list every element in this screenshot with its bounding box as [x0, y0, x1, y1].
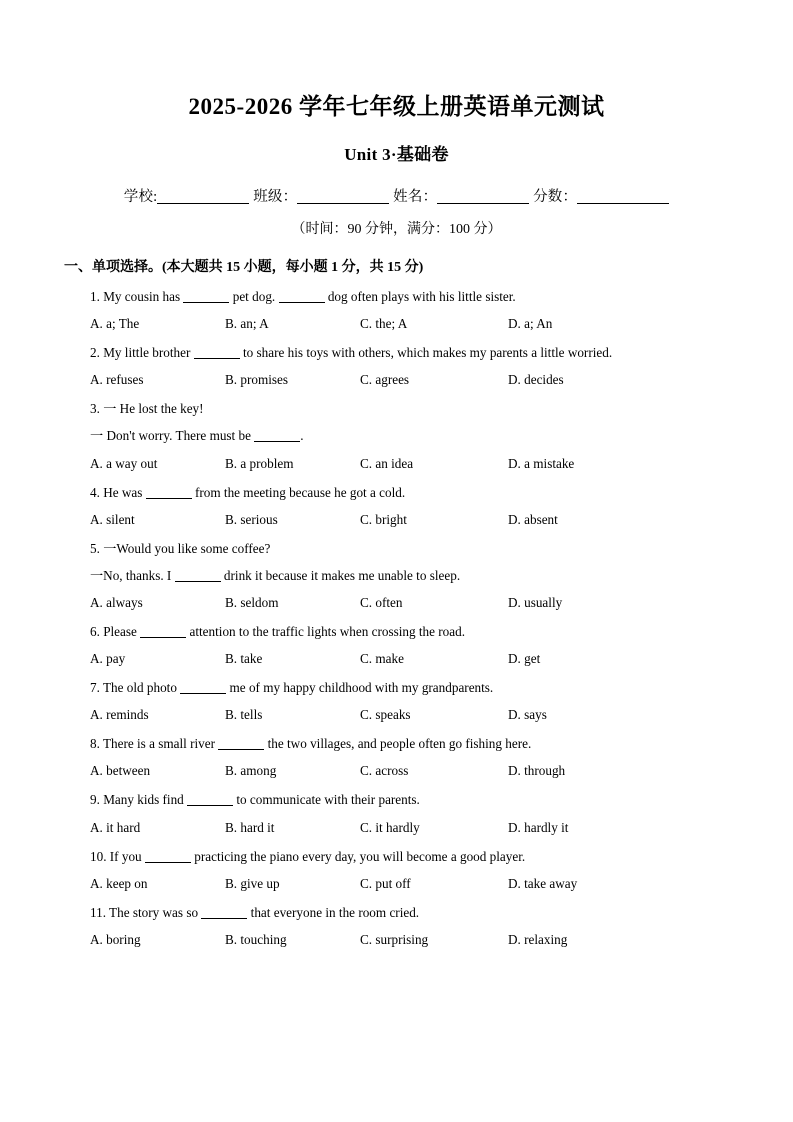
answer-blank[interactable] [140, 624, 186, 638]
answer-blank[interactable] [146, 485, 192, 499]
section-heading-multiple-choice: 一、单项选择。(本大题共 15 小题，每小题 1 分，共 15 分) [64, 259, 424, 275]
option-a[interactable]: A. a; The [90, 316, 140, 332]
option-b[interactable]: B. a problem [225, 455, 294, 471]
option-d[interactable]: D. usually [508, 594, 563, 610]
option-d[interactable]: D. take away [508, 875, 578, 891]
question-options [90, 456, 729, 472]
answer-blank[interactable] [218, 736, 264, 750]
option-d[interactable]: D. decides [508, 372, 564, 388]
option-a[interactable]: A. silent [90, 511, 135, 527]
option-a[interactable]: A. a way out [90, 455, 158, 471]
option-b[interactable]: B. hard it [225, 819, 275, 835]
question-stem: 9. Many kids find to communicate with their parents. [90, 792, 420, 808]
time-and-points: （时间：90 分钟，满分：100 分） [291, 221, 502, 237]
option-d[interactable]: D. says [508, 707, 547, 723]
school-input[interactable] [157, 188, 249, 204]
page-title: 2025-2026 学年七年级上册英语单元测试 [188, 94, 605, 119]
option-c[interactable]: C. the; A [360, 316, 408, 332]
answer-blank[interactable] [201, 905, 247, 919]
answer-blank[interactable] [254, 428, 300, 442]
option-c[interactable]: C. make [360, 651, 404, 667]
option-b[interactable]: B. tells [225, 707, 263, 723]
option-b[interactable]: B. promises [225, 372, 289, 388]
option-c[interactable]: C. surprising [360, 931, 429, 947]
question-stem: 6. Please attention to the traffic lights when crossing the road. [90, 623, 466, 639]
option-c[interactable]: C. across [360, 763, 409, 779]
option-b[interactable]: B. seldom [225, 594, 279, 610]
option-d[interactable]: D. a mistake [508, 455, 575, 471]
option-b[interactable]: B. among [225, 763, 277, 779]
question-options [90, 876, 729, 892]
option-d[interactable]: D. hardly it [508, 819, 569, 835]
option-a[interactable]: A. between [90, 763, 151, 779]
option-a[interactable]: A. boring [90, 931, 141, 947]
option-d[interactable]: D. get [508, 651, 541, 667]
option-c[interactable]: C. put off [360, 875, 411, 891]
question-stem: 5. 一Would you like some coffee? [90, 540, 271, 556]
answer-blank[interactable] [187, 792, 233, 806]
page-subtitle: Unit 3·基础卷 [344, 144, 449, 164]
option-a[interactable]: A. pay [90, 651, 126, 667]
student-info-line [64, 185, 729, 206]
option-b[interactable]: B. touching [225, 931, 287, 947]
question-options [90, 651, 729, 667]
option-d[interactable]: D. a; An [508, 316, 553, 332]
name-input[interactable] [437, 188, 529, 204]
question-options [90, 372, 729, 388]
school-label: 学校: [123, 188, 158, 205]
question-stem: 10. If you practicing the piano every day, you will become a good player. [90, 848, 526, 864]
answer-blank[interactable] [145, 849, 191, 863]
answer-blank[interactable] [180, 680, 226, 694]
question-stem: 8. There is a small river the two villages, and people often go fishing here. [90, 736, 532, 752]
option-c[interactable]: C. often [360, 594, 403, 610]
name-label: 姓名： [393, 188, 438, 205]
question-stem: 1. My cousin has pet dog. dog often plays with his little sister. [90, 288, 516, 304]
question-stem: 2. My little brother to share his toys with others, which makes my parents a little worried. [90, 345, 613, 361]
question-options [90, 512, 729, 528]
class-label: 班级： [253, 188, 298, 205]
option-b[interactable]: B. take [225, 651, 263, 667]
score-label: 分数： [533, 188, 578, 205]
option-d[interactable]: D. through [508, 763, 566, 779]
question-options [90, 932, 729, 948]
question-options [90, 316, 729, 332]
option-c[interactable]: C. speaks [360, 707, 411, 723]
option-a[interactable]: A. keep on [90, 875, 148, 891]
answer-blank[interactable] [183, 289, 229, 303]
option-c[interactable]: C. an idea [360, 455, 414, 471]
option-b[interactable]: B. an; A [225, 316, 269, 332]
option-a[interactable]: A. refuses [90, 372, 144, 388]
question-stem: 11. The story was so that everyone in the room cried. [90, 904, 420, 920]
question-options [90, 707, 729, 723]
option-b[interactable]: B. give up [225, 875, 280, 891]
option-d[interactable]: D. absent [508, 511, 558, 527]
answer-blank[interactable] [279, 289, 325, 303]
option-c[interactable]: C. agrees [360, 372, 410, 388]
answer-blank[interactable] [194, 345, 240, 359]
score-input[interactable] [577, 188, 669, 204]
answer-blank[interactable] [175, 568, 221, 582]
question-options [90, 595, 729, 611]
option-d[interactable]: D. relaxing [508, 931, 568, 947]
question-stem: 7. The old photo me of my happy childhood with my grandparents. [90, 680, 494, 696]
option-c[interactable]: C. it hardly [360, 819, 420, 835]
option-a[interactable]: A. always [90, 594, 143, 610]
question-stem: 4. He was from the meeting because he got a cold. [90, 484, 406, 500]
class-input[interactable] [297, 188, 389, 204]
option-b[interactable]: B. serious [225, 511, 278, 527]
option-a[interactable]: A. reminds [90, 707, 149, 723]
option-c[interactable]: C. bright [360, 511, 407, 527]
question-stem-continued: 一No, thanks. I drink it because it makes me unable to sleep. [90, 567, 461, 583]
question-options [90, 763, 729, 779]
question-stem: 3. 一 He lost the key! [90, 401, 204, 417]
option-a[interactable]: A. it hard [90, 819, 141, 835]
question-options [90, 820, 729, 836]
question-stem-continued: 一 Don't worry. There must be . [90, 428, 304, 444]
